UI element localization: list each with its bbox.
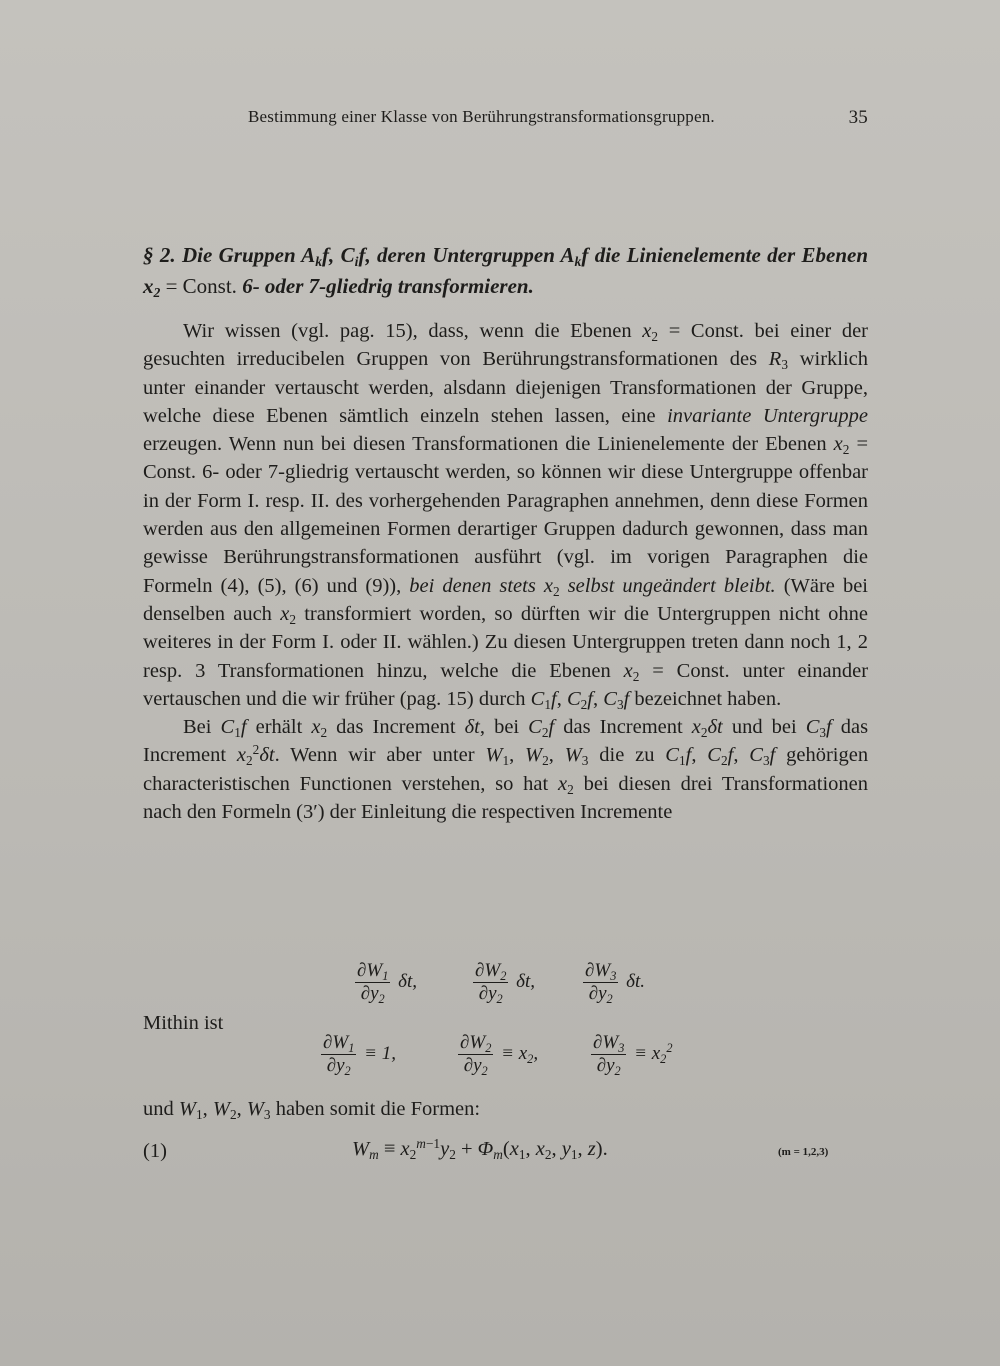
body-text [143,317,868,826]
equation-number: (1) [143,1140,167,1162]
paragraph-2: Bei $C_1f$ erhält $x_2$ das Increment δt, bei $C_2f$ das Increment $x_2\delta t$ und bei $C_3f$ das Increment $x_2^2\delta t$. Wenn wir aber unter $W_1$, $W_2$, $W_3$ die zu $C_1f$, $C_2f$, $C_3f$ gehörigen characteristischen Functionen verstehen, so hat $x_2$ bei diesen drei Transformationen nach den Formeln (3′) der Einleitung die respectiven Incremente [143,716,869,824]
equation-1: $W_m \equiv x_2^{m-1}y_2 + \Phi_m(x_1$, $x_2$, $y_1$, z). [352,1136,608,1162]
running-head-title: Bestimmung einer Klasse von Berührungstransformationsgruppen. [248,107,715,126]
mithin-label: Mithin ist [143,1012,224,1034]
equation-note: (m = 1,2,3) [778,1146,829,1158]
section-number: § 2. [143,243,176,267]
paragraph-1: Wir wissen (vgl. pag. 15), dass, wenn die Ebenen $x_2$ = Const. bei einer der gesuchten irreducibelen Gruppen von Berührungstransformationen des $R_3$ wirklich unter einander vertauscht werden, alsdann diejenigen Transformationen der Gruppe, welche diese Ebenen sämtlich einzeln stehen lassen, eine invariante Untergruppe erzeugen. Wenn nun bei diesen Transformationen die Linienelemente der Ebenen $x_2$ = Const. 6- oder 7-gliedrig vertauscht werden, so können wir diese Untergruppe offenbar in der Form I. resp. II. des vorhergehenden Paragraphen annehmen, denn diese Formen werden aus den allgemeinen Formen derartiger Gruppen dadurch gewonnen, dass man gewisse Berührungstransformationen ausführt (vgl. im vorigen Paragraphen die Formeln (4), (5), (6) und (9)), bei denen stets $x_2$ selbst ungeändert bleibt. (Wäre bei denselben auch $x_2$ transformiert worden, so dürften wir die Untergruppen nicht ohne weiteres in der Form I. oder II. wählen.) Zu diesen Untergruppen treten dann noch 1, 2 resp. 3 Transformationen hinzu, welche die Ebenen $x_2$ = Const. unter einander vertauschen und die wir früher (pag. 15) durch $C_1f$, $C_2f$, $C_3f$ bezeichnet haben. [143,320,869,712]
scanned-page: Bestimmung einer Klasse von Berührungstransformationsgruppen. 35 § 2. Die Gruppen $A_kf$, $C_if$, deren Untergruppen $A_kf$ die Linienelemente der Ebenen $x_2$ = Const. 6- oder 7-gliedrig transformieren. Wir wissen (vgl. pag. 15), dass, wenn die Ebenen $x_2$ = Const. bei einer der gesuchten irreducibelen Gruppen von Berührungstransformationen des $R_3$ wirklich unter einander vertauscht werden, alsdann diejenigen Transformationen der Gruppe, welche diese Ebenen sämtlich einzeln stehen lassen, eine invariante Untergruppe erzeugen. Wenn nun bei diesen Transformationen die Linienelemente der Ebenen $x_2$ = Const. 6- oder 7-gliedrig vertauscht werden, so können wir diese Untergruppe offenbar in der Form I. resp. II. des vorhergehenden Paragraphen annehmen, denn diese Formen werden aus den allgemeinen Formen derartiger Gruppen dadurch gewonnen, dass man gewisse Berührungstransformationen ausführt (vgl. im vorigen Paragraphen die Formeln (4), (5), (6) und (9)), bei denen stets $x_2$ selbst ungeändert bleibt. (Wäre bei denselben auch $x_2$ transformiert worden, so dürften wir die Untergruppen nicht ohne weiteres in der Form I. oder II. wählen.) Zu diesen Untergruppen treten dann noch 1, 2 resp. 3 Transformationen hinzu, welche die Ebenen $x_2$ = Const. unter einander vertauschen und die wir früher (pag. 15) durch $C_1f$, $C_2f$, $C_3f$ bezeichnet haben. Bei $C_1f$ erhält $x_2$ das Increment δt, bei $C_2f$ das Increment $x_2\delta t$ und bei $C_3f$ das Increment $x_2^2\delta t$. Wenn wir aber unter $W_1$, $W_2$, $W_3$ die zu $C_1f$, $C_2f$, $C_3f$ gehörigen characteristischen Functionen verstehen, so hat $x_2$ bei diesen drei Transformationen nach den Formeln (3′) der Einleitung die respectiven Incremente $\frac{\partial W_1}{\partial y_2}$ δt, $\frac{\partial W_2}{\partial y_2}$ δt, $\frac{\partial W_3}{\partial y_2}$ δt. Mithin ist $\frac{\partial W_1}{\partial y_2}$ ≡ 1, $\frac{\partial W_2}{\partial y_2}$ ≡ $x_2$, $\frac{\partial W_3}{\partial y_2}$ ≡ $x_2^2$ und $W_1$, $W_2$, $W_3$ haben somit die Formen: (1) $W_m \equiv x_2^{m-1}y_2 + \Phi_m(x_1$, $x_2$, $y_1$, z). (m = 1,2,3) [0,0,1000,1366]
forms-intro: und $W_1$, $W_2$, $W_3$ haben somit die Formen: [143,1098,481,1122]
section-heading: § 2. Die Gruppen $A_kf$, $C_if$, deren Untergruppen $A_kf$ die Linienelemente der Ebenen $x_2$ = Const. 6- oder 7-gliedrig transformieren. [143,243,869,300]
page-number: 35 [848,107,868,128]
